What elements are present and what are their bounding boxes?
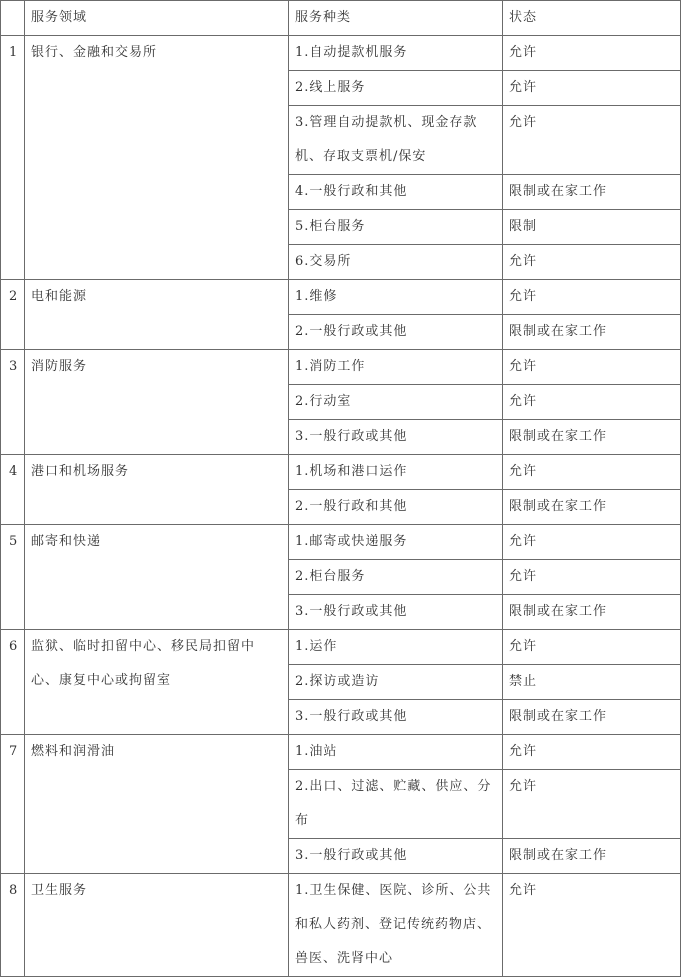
area-number: 4 xyxy=(1,455,25,525)
service-cell: 1.运作 xyxy=(289,630,503,665)
area-number: 6 xyxy=(1,630,25,735)
table-row xyxy=(1,350,681,385)
service-cell: 4.一般行政和其他 xyxy=(289,175,503,210)
area-name: 港口和机场服务 xyxy=(25,455,289,525)
status-cell: 允许 xyxy=(503,770,681,839)
service-cell: 2.柜台服务 xyxy=(289,560,503,595)
service-cell: 2.出口、过滤、贮藏、供应、分布 xyxy=(289,770,503,839)
status-cell: 限制或在家工作 xyxy=(503,490,681,525)
area-number: 7 xyxy=(1,735,25,874)
service-cell: 3.一般行政或其他 xyxy=(289,595,503,630)
status-cell: 限制或在家工作 xyxy=(503,175,681,210)
header-status: 状态 xyxy=(503,1,681,36)
service-cell: 3.一般行政或其他 xyxy=(289,700,503,735)
service-cell: 5.柜台服务 xyxy=(289,210,503,245)
status-cell: 禁止 xyxy=(503,665,681,700)
area-name: 卫生服务 xyxy=(25,874,289,977)
status-cell: 允许 xyxy=(503,106,681,175)
status-cell: 允许 xyxy=(503,455,681,490)
area-number: 1 xyxy=(1,36,25,280)
area-name: 邮寄和快递 xyxy=(25,525,289,630)
table-header-row xyxy=(1,1,681,36)
service-cell: 1.消防工作 xyxy=(289,350,503,385)
area-number: 2 xyxy=(1,280,25,350)
header-number xyxy=(1,1,25,36)
table-row xyxy=(1,455,681,490)
table-row xyxy=(1,280,681,315)
status-cell: 允许 xyxy=(503,350,681,385)
table-row xyxy=(1,630,681,665)
status-cell: 允许 xyxy=(503,525,681,560)
status-cell: 允许 xyxy=(503,735,681,770)
service-cell: 3.一般行政或其他 xyxy=(289,420,503,455)
area-number: 5 xyxy=(1,525,25,630)
service-cell: 2.线上服务 xyxy=(289,71,503,106)
table-row xyxy=(1,525,681,560)
area-number: 3 xyxy=(1,350,25,455)
service-cell: 2.探访或造访 xyxy=(289,665,503,700)
table-row xyxy=(1,36,681,71)
service-cell: 1.油站 xyxy=(289,735,503,770)
status-cell: 允许 xyxy=(503,280,681,315)
service-cell: 3.一般行政或其他 xyxy=(289,839,503,874)
status-cell: 限制或在家工作 xyxy=(503,700,681,735)
status-cell: 限制或在家工作 xyxy=(503,315,681,350)
area-name: 消防服务 xyxy=(25,350,289,455)
area-name: 电和能源 xyxy=(25,280,289,350)
header-service: 服务种类 xyxy=(289,1,503,36)
area-number: 8 xyxy=(1,874,25,977)
service-cell: 6.交易所 xyxy=(289,245,503,280)
service-cell: 1.卫生保健、医院、诊所、公共和私人药剂、登记传统药物店、兽医、洗肾中心 xyxy=(289,874,503,977)
service-cell: 2.行动室 xyxy=(289,385,503,420)
status-cell: 限制 xyxy=(503,210,681,245)
status-cell: 允许 xyxy=(503,874,681,977)
status-cell: 允许 xyxy=(503,385,681,420)
status-cell: 允许 xyxy=(503,71,681,106)
service-cell: 1.维修 xyxy=(289,280,503,315)
table-row xyxy=(1,874,681,977)
status-cell: 限制或在家工作 xyxy=(503,839,681,874)
status-cell: 允许 xyxy=(503,630,681,665)
service-cell: 1.机场和港口运作 xyxy=(289,455,503,490)
status-cell: 允许 xyxy=(503,560,681,595)
service-cell: 2.一般行政或其他 xyxy=(289,315,503,350)
service-cell: 3.管理自动提款机、现金存款机、存取支票机/保安 xyxy=(289,106,503,175)
service-cell: 2.一般行政和其他 xyxy=(289,490,503,525)
area-name: 燃料和润滑油 xyxy=(25,735,289,874)
header-area: 服务领域 xyxy=(25,1,289,36)
area-name: 银行、金融和交易所 xyxy=(25,36,289,280)
status-cell: 限制或在家工作 xyxy=(503,595,681,630)
service-cell: 1.邮寄或快递服务 xyxy=(289,525,503,560)
table-row xyxy=(1,735,681,770)
status-cell: 允许 xyxy=(503,245,681,280)
status-cell: 允许 xyxy=(503,36,681,71)
status-cell: 限制或在家工作 xyxy=(503,420,681,455)
area-name: 监狱、临时扣留中心、移民局扣留中心、康复中心或拘留室 xyxy=(25,630,289,735)
service-cell: 1.自动提款机服务 xyxy=(289,36,503,71)
